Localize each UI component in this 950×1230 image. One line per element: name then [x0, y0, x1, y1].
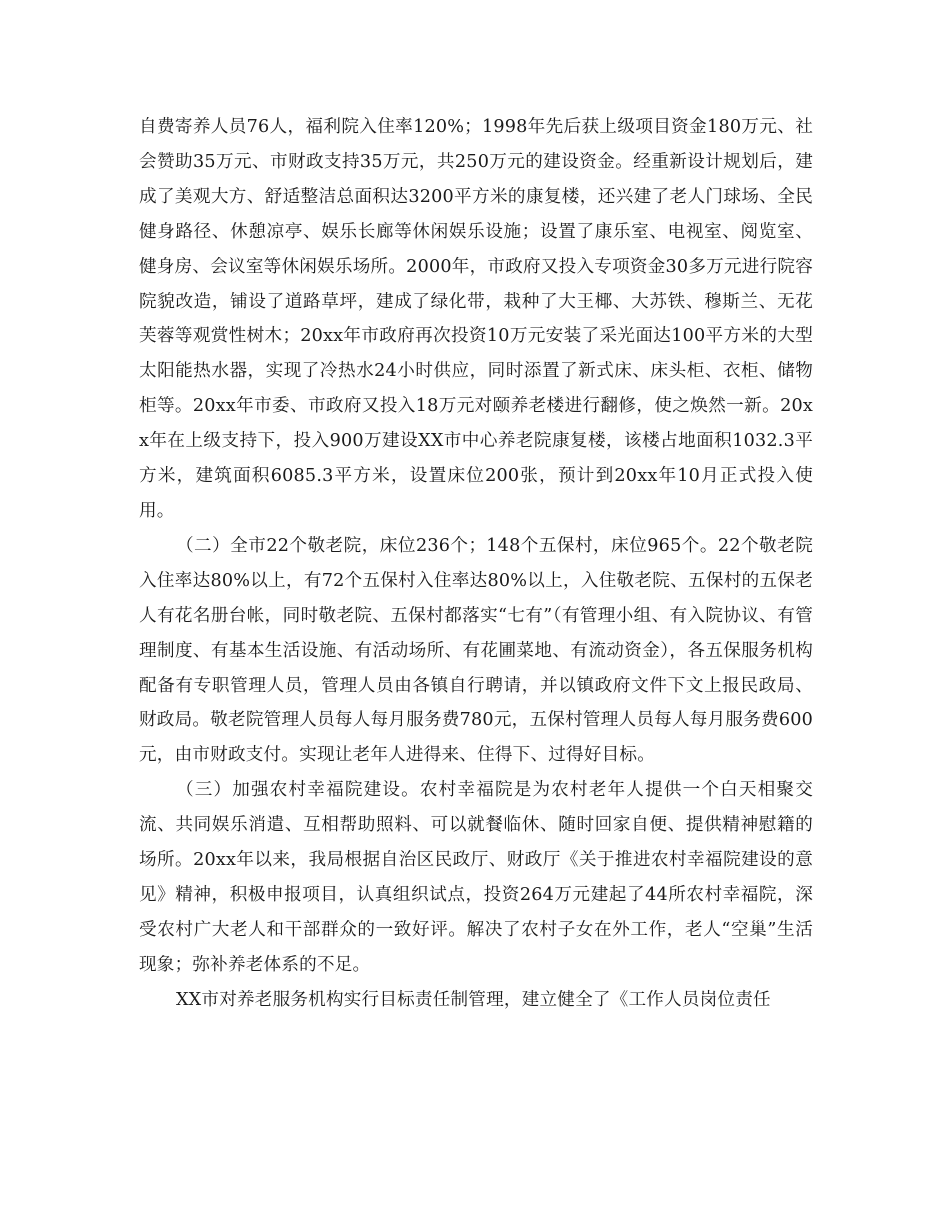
paragraph-responsibility-system: XX市对养老服务机构实行目标责任制管理，建立健全了《工作人员岗位责任 — [175, 989, 771, 1010]
paragraph-nursing-homes: （二）全市22个敬老院，床位236个；148个五保村，床位965个。22个敬老院入住率达80%以上，有72个五保村入住率达80%以上，入住敬老院、五保村的五保老人有花名册台帐，同时敬老院、五保村都落实“七有”（有管理小组、有入院协议、有管理制度、有基本生活设施、有活动场所、有花圃菜地、有流动资金），各五保服务机构配备有专职管理人员，管理人员由各镇自行聘请，并以镇政府文件下文上报民政局、财政局。敬老院管理人员每人每月服务费780元，五保村管理人员每人每月服务费600元，由市财政支付。实现让老年人进得来、住得下、过得好目标。 — [139, 535, 813, 766]
paragraph-rural-happiness-homes: （三）加强农村幸福院建设。农村幸福院是为农村老年人提供一个白天相聚交流、共同娱乐消遣、互相帮助照料、可以就餐临休、随时回家自便、提供精神慰籍的场所。20xx年以来，我局根据自治区民政厅、财政厅《关于推进农村幸福院建设的意见》精神，积极申报项目，认真组织试点，投资264万元建起了44所农村幸福院，深受农村广大老人和干部群众的一致好评。解决了农村子女在外工作，老人“空巢”生活现象；弥补养老体系的不足。 — [139, 780, 813, 975]
paragraph-welfare-home-history: 自费寄养人员76人，福利院入住率120%；1998年先后获上级项目资金180万元、社会赞助35万元、市财政支持35万元，共250万元的建设资金。经重新设计规划后，建成了美观大方、舒适整洁总面积达3200平方米的康复楼，还兴建了老人门球场、全民健身路径、休憩凉亭、娱乐长廊等休闲娱乐设施；设置了康乐室、电视室、阅览室、健身房、会议室等休闲娱乐场所。2000年，市政府又投入专项资金30多万元进行院容院貌改造，铺设了道路草坪，建成了绿化带，栽种了大王椰、大苏铁、穆斯兰、无花芙蓉等观赏性树木；20xx年市政府再次投资10万元安装了采光面达100平方米的大型太阳能热水器，实现了冷热水24小时供应，同时添置了新式床、床头柜、衣柜、储物柜等。20xx年市委、市政府又投入18万元对颐养老楼进行翻修，使之焕然一新。20xx年在上级支持下，投入900万建设XX市中心养老院康复楼，该楼占地面积1032.3平方米，建筑面积6085.3平方米，设置床位200张，预计到20xx年10月正式投入使用。 — [139, 117, 813, 521]
document-page — [139, 110, 813, 1018]
